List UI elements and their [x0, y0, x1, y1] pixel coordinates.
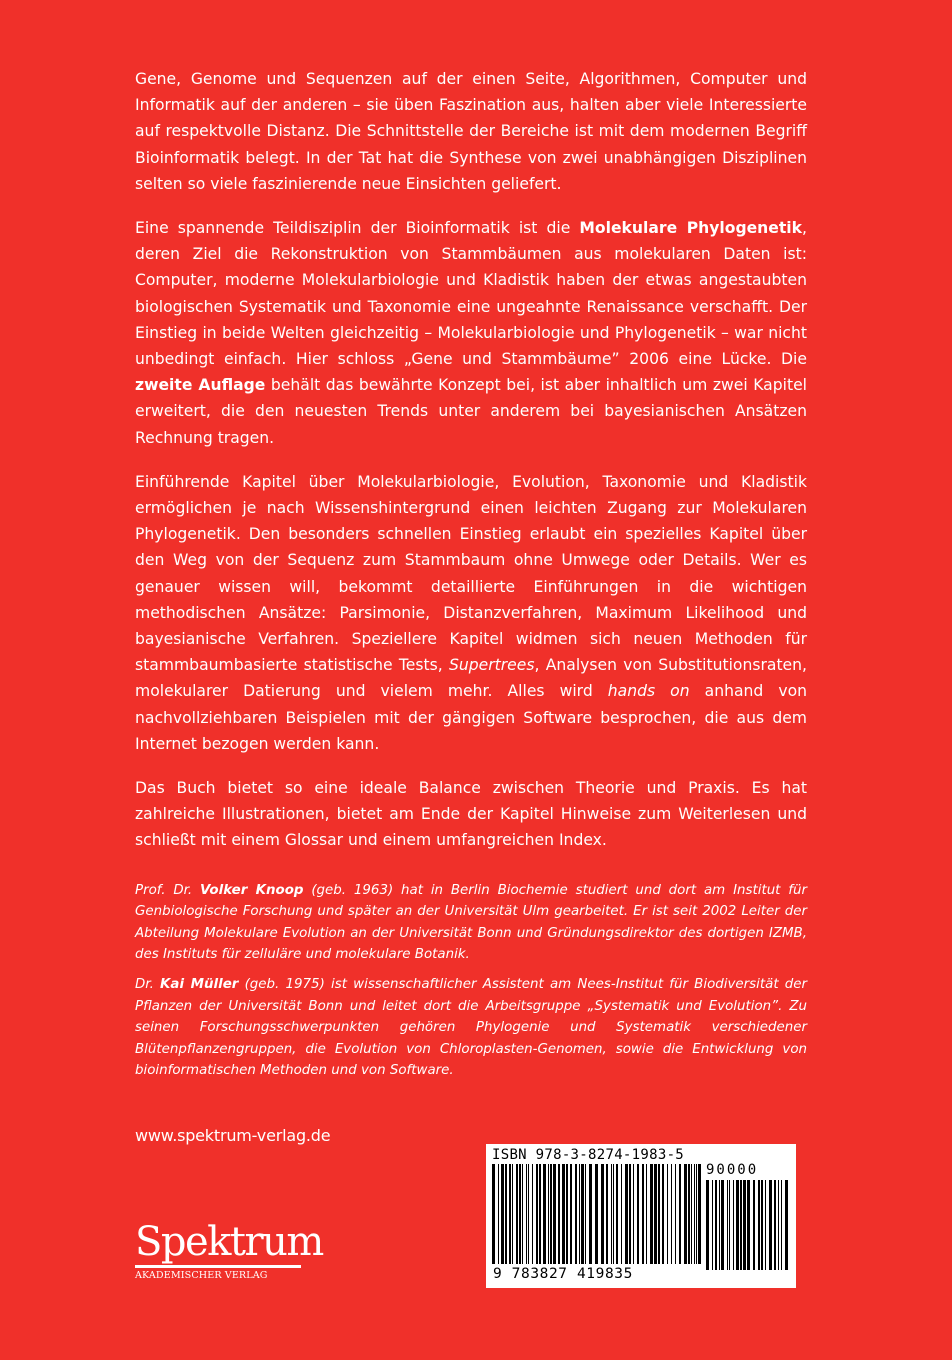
bold-term-molekulare-phylogenetik: Molekulare Phylogenetik: [579, 219, 803, 238]
barcode-bar: [774, 1180, 776, 1270]
barcode-bar: [526, 1164, 527, 1264]
barcode-bar: [642, 1164, 644, 1264]
barcode-bar: [536, 1164, 538, 1264]
barcode-bar: [575, 1164, 577, 1264]
barcode-bar: [721, 1180, 724, 1270]
barcode-bar: [761, 1180, 763, 1270]
ean-number: 9 783827 419835: [493, 1266, 633, 1282]
author-bios: [135, 880, 807, 1082]
barcode-bar: [719, 1180, 720, 1270]
barcode-bar: [585, 1164, 586, 1264]
barcode-bar: [616, 1164, 618, 1264]
barcode-bar: [492, 1164, 495, 1264]
barcode-bar: [501, 1164, 504, 1264]
barcode-bar: [581, 1164, 584, 1264]
barcode-bar: [550, 1164, 552, 1264]
barcode-bar: [553, 1164, 556, 1264]
author-title: Dr.: [135, 977, 161, 993]
barcode-bar: [646, 1164, 647, 1264]
text-run: Einführende Kapitel über Molekularbiologie, Evolution, Taxonomie und Kladistik ermöglichen je nach Wissenshintergrund einen leichten Zugang zur Molekularen Phylogenetik. Den besonders schnellen Einstieg erlaubt ein spezielles Kapitel über den Weg von der Sequenz zum Stammbaum ohne Umwege oder Details. Wer es genauer wissen will, bekommt detaillierte Einführungen in die wichtigen methodischen Ansätze: Parsimonie, Distanzverfahren, Maximum Likelihood und bayesianische Verfahren. Speziellere Kapitel widmen sich neuen Methoden für stammbaumbasierte statistische Tests,: [135, 472, 807, 675]
barcode-bar: [733, 1180, 734, 1270]
barcode-bar: [601, 1164, 604, 1264]
author-bio-mueller: [135, 974, 807, 1082]
barcode-bar: [539, 1164, 541, 1264]
isbn-label: ISBN 978-3-8274-1983-5: [492, 1147, 685, 1163]
barcode-bar: [522, 1164, 523, 1264]
barcode-bar: [562, 1164, 565, 1264]
barcode-bar: [658, 1164, 660, 1264]
barcode-bar: [548, 1164, 549, 1264]
barcode-bar: [637, 1164, 639, 1264]
barcode-bar: [667, 1164, 668, 1264]
barcode-bar: [595, 1164, 598, 1264]
barcode-bar: [528, 1164, 529, 1264]
author-description: (geb. 1963) hat in Berlin Biochemie studiert und dort am Institut für Genbiologische Forschung und später an der Universität Ulm gearbeitet. Er ist seit 2002 Leiter der Abteilung Molekulare Evolution an der Universität Bonn und Gründungsdirektor des dortigen IZMB, des Instituts für zelluläre und molekulare Botanik.: [135, 882, 807, 963]
paragraph-chapters: [135, 469, 807, 757]
text-run: behält das bewährte Konzept bei, ist aber inhaltlich um zwei Kapitel erweitert, die den neuesten Trends unter anderem bei bayesianischen Ansätzen Rechnung tragen.: [135, 376, 807, 447]
barcode-bar: [543, 1164, 546, 1264]
ean-barcode-bars: [492, 1164, 702, 1276]
barcode-bar: [736, 1180, 739, 1270]
barcode-bar: [519, 1164, 521, 1264]
italic-term-supertrees: Supertrees: [448, 656, 535, 675]
barcode-bar: [706, 1180, 709, 1270]
addon-barcode-bars: [706, 1180, 788, 1276]
text-run: Eine spannende Teildisziplin der Bioinformatik ist die: [135, 219, 580, 238]
barcode-bar: [570, 1164, 572, 1264]
barcode-bar: [654, 1164, 657, 1264]
barcode-bar: [621, 1164, 622, 1264]
barcode-bar: [606, 1164, 608, 1264]
barcode-bar: [785, 1180, 788, 1270]
barcode-bar: [729, 1180, 730, 1270]
barcode-bar: [579, 1164, 580, 1264]
barcode-bar: [532, 1164, 533, 1264]
text-run: , deren Ziel die Rekonstruktion von Stammbäumen aus molekularen Daten ist: Computer, moderne Molekularbiologie und Kladistik haben der etwas angestaubten biologischen Systematik und Taxonomie eine ungeahnte Renaissance verschafft. Der Einstieg in beide Welten gleichzeitig – Molekularbiologie und Phylogenetik – war nicht unbedingt einfach. Hier schloss „Gene und Stammbäume” 2006 eine Lücke. Die: [135, 219, 807, 369]
barcode-bar: [662, 1164, 664, 1264]
barcode-bar: [509, 1164, 511, 1264]
barcode-bar: [712, 1180, 713, 1270]
barcode-bar: [512, 1164, 513, 1264]
barcode-bar: [613, 1164, 614, 1264]
text-run: anhand von nachvollziehbaren Beispielen mit der gängigen Software besprochen, die aus dem Internet bezogen werden kann.: [135, 682, 807, 753]
paragraph-summary: Das Buch bietet so eine ideale Balance zwischen Theorie und Praxis. Es hat zahlreiche Illustrationen, bietet am Ende der Kapitel Hinweise zum Weiterlesen und schließt mit einem Glossar und einem umfangreichen Index.: [135, 779, 807, 850]
author-bio-knoop: [135, 880, 807, 966]
barcode-bar: [629, 1164, 631, 1264]
barcode-bar: [758, 1180, 760, 1270]
barcode-bar: [650, 1164, 653, 1264]
paragraph-intro: Gene, Genome und Sequenzen auf der einen Seite, Algorithmen, Computer und Informatik auf der anderen – sie üben Faszination aus, halten aber viele Interessierte auf respektvolle Distanz. Die Schnittstelle der Bereiche ist mit dem modernen Begriff Bioinformatik belegt. In der Tat hat die Synthese von zwei unabhängigen Disziplinen selten so viele faszinierende neue Einsichten geliefert.: [135, 70, 807, 193]
barcode-bar: [743, 1180, 746, 1270]
text-run: , Analysen von Substitutionsraten, molekularer Datierung und vielem mehr. Alles wird: [135, 656, 807, 701]
barcode-bar: [715, 1180, 717, 1270]
italic-term-hands-on: hands on: [607, 682, 690, 701]
barcode-bar: [778, 1180, 779, 1270]
barcode-bar: [781, 1180, 782, 1270]
barcode-bar: [769, 1180, 772, 1270]
logo-wordmark: Spektrum: [135, 1219, 323, 1265]
barcode-bar: [625, 1164, 628, 1264]
back-cover-text: [135, 66, 807, 1090]
barcode-bar: [688, 1164, 690, 1264]
barcode-bar: [753, 1180, 755, 1270]
barcode-bar: [691, 1164, 692, 1264]
paragraph-phylogenetics: [135, 215, 807, 451]
author-name: Kai Müller: [160, 977, 239, 993]
barcode-bar: [633, 1164, 634, 1264]
barcode-bar: [498, 1164, 499, 1264]
barcode-bar: [566, 1164, 568, 1264]
barcode-block: [486, 1144, 796, 1288]
barcode-bar: [727, 1180, 728, 1270]
publisher-logo: [135, 1219, 323, 1281]
addon-number: 90000: [706, 1162, 759, 1178]
barcode-bar: [696, 1164, 697, 1264]
barcode-bar: [740, 1180, 742, 1270]
barcode-bar: [694, 1164, 695, 1264]
barcode-bar: [698, 1164, 701, 1264]
barcode-bar: [516, 1164, 518, 1264]
barcode-bar: [675, 1164, 676, 1264]
barcode-bar: [679, 1164, 681, 1264]
publisher-url[interactable]: www.spektrum-verlag.de: [135, 1126, 331, 1145]
barcode-bar: [558, 1164, 560, 1264]
barcode-bar: [611, 1164, 612, 1264]
barcode-bar: [747, 1180, 750, 1270]
logo-divider: [135, 1265, 301, 1268]
barcode-bar: [684, 1164, 687, 1264]
logo-subtitle: AKADEMISCHER VERLAG: [135, 1270, 268, 1281]
author-description: (geb. 1975) ist wissenschaftlicher Assistent am Nees-Institut für Biodiversität der Pflanzen der Universität Bonn und leitet dort die Arbeitsgruppe „Systematik und Evolution”. Zu seinen Forschungsschwerpunkten gehören Phylogenie und Systematik verschiedener Blütenpflanzengruppen, die Evolution von Chloroplasten-Genomen, sowie die Entwicklung von bioinformatischen Methoden und von Software.: [135, 977, 808, 1079]
barcode-bar: [671, 1164, 672, 1264]
author-name: Volker Knoop: [200, 882, 304, 898]
barcode-bar: [589, 1164, 592, 1264]
barcode-bar: [765, 1180, 766, 1270]
barcode-bar: [505, 1164, 507, 1264]
bold-term-zweite-auflage: zweite Auflage: [135, 376, 266, 395]
author-title: Prof. Dr.: [135, 882, 201, 898]
